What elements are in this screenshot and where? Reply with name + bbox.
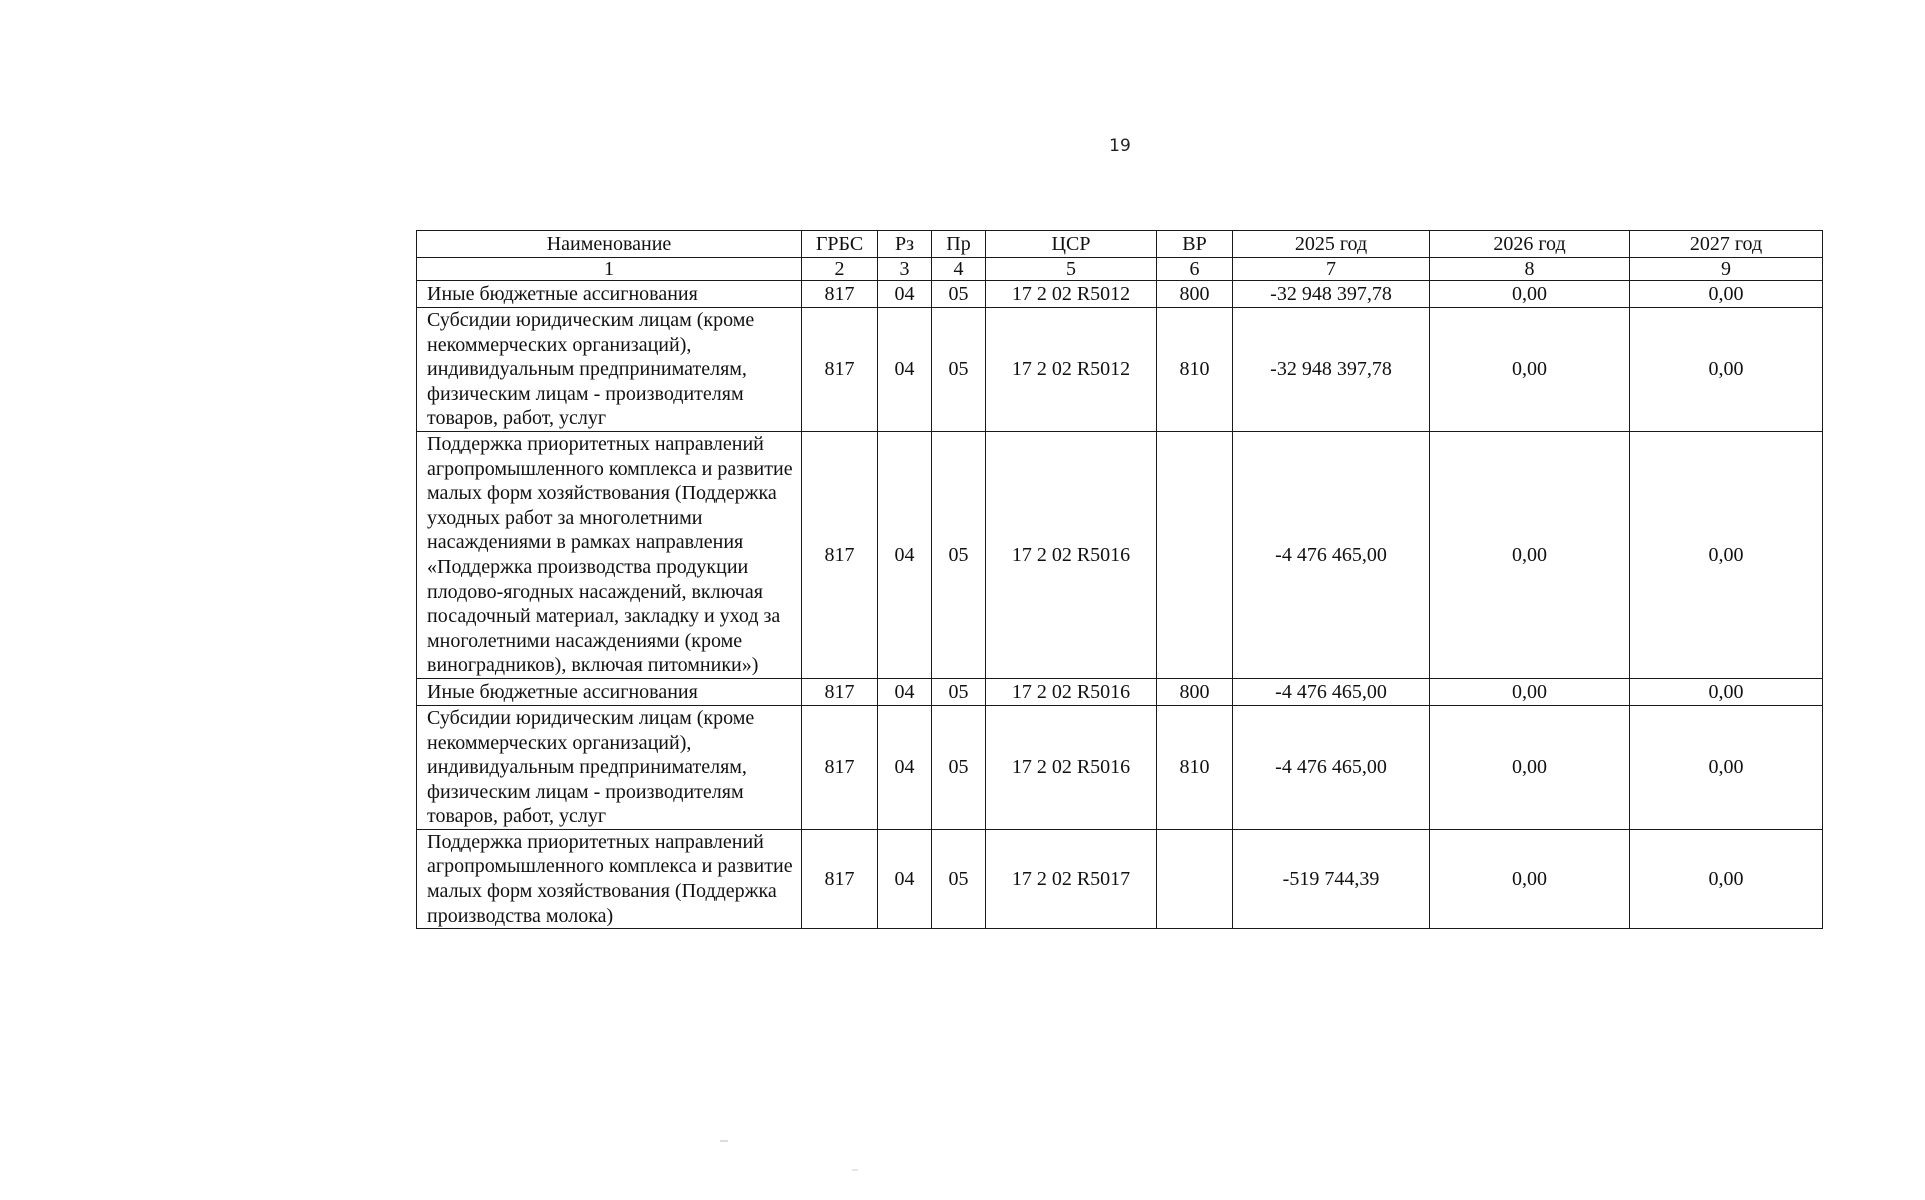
column-number: 2: [802, 258, 878, 281]
column-number: 8: [1430, 258, 1630, 281]
row-csr: 17 2 02 R5012: [986, 308, 1157, 432]
row-name: Субсидии юридическим лицам (кроме некоммерческих организаций), индивидуальным предпринимателям, физическим лицам - производителям товаров, работ, услуг: [417, 308, 802, 432]
column-number: 5: [986, 258, 1157, 281]
header-pr: Пр: [932, 231, 986, 258]
row-vr: 800: [1157, 678, 1233, 705]
header-2025: 2025 год: [1233, 231, 1430, 258]
row-rz: 04: [878, 705, 932, 829]
row-2025: -519 744,39: [1233, 829, 1430, 928]
row-2025: -32 948 397,78: [1233, 308, 1430, 432]
row-2027: 0,00: [1630, 281, 1823, 308]
row-2026: 0,00: [1430, 281, 1630, 308]
row-2025: -4 476 465,00: [1233, 705, 1430, 829]
column-number: 1: [417, 258, 802, 281]
page-number: 19: [1109, 136, 1131, 156]
row-name: Поддержка приоритетных направлений агропромышленного комплекса и развитие малых форм хозяйствования (Поддержка уходных работ за многолетними насаждениями в рамках направления «Поддержка производства продукции плодово-ягодных насаждений, включая посадочный материал, закладку и уход за многолетними насаждениями (кроме виноградников), включая питомники»): [417, 431, 802, 678]
row-grbs: 817: [802, 678, 878, 705]
row-pr: 05: [932, 281, 986, 308]
row-2027: 0,00: [1630, 829, 1823, 928]
row-rz: 04: [878, 431, 932, 678]
row-pr: 05: [932, 308, 986, 432]
header-csr: ЦСР: [986, 231, 1157, 258]
row-pr: 05: [932, 431, 986, 678]
row-grbs: 817: [802, 431, 878, 678]
row-csr: 17 2 02 R5016: [986, 678, 1157, 705]
header-rz: Рз: [878, 231, 932, 258]
row-2026: 0,00: [1430, 431, 1630, 678]
column-number: 3: [878, 258, 932, 281]
row-2027: 0,00: [1630, 308, 1823, 432]
row-rz: 04: [878, 308, 932, 432]
header-grbs: ГРБС: [802, 231, 878, 258]
row-vr: 810: [1157, 705, 1233, 829]
row-rz: 04: [878, 678, 932, 705]
row-vr: 810: [1157, 308, 1233, 432]
row-name: Поддержка приоритетных направлений агропромышленного комплекса и развитие малых форм хозяйствования (Поддержка производства молока): [417, 829, 802, 928]
row-name: Иные бюджетные ассигнования: [417, 281, 802, 308]
row-csr: 17 2 02 R5017: [986, 829, 1157, 928]
row-csr: 17 2 02 R5016: [986, 431, 1157, 678]
row-vr: 800: [1157, 281, 1233, 308]
row-2026: 0,00: [1430, 308, 1630, 432]
row-2025: -4 476 465,00: [1233, 431, 1430, 678]
header-2027: 2027 год: [1630, 231, 1823, 258]
row-2025: -32 948 397,78: [1233, 281, 1430, 308]
row-2026: 0,00: [1430, 829, 1630, 928]
header-name: Наименование: [417, 231, 802, 258]
column-number: 9: [1630, 258, 1823, 281]
row-csr: 17 2 02 R5016: [986, 705, 1157, 829]
row-rz: 04: [878, 829, 932, 928]
row-grbs: 817: [802, 829, 878, 928]
row-pr: 05: [932, 705, 986, 829]
row-csr: 17 2 02 R5012: [986, 281, 1157, 308]
row-2025: -4 476 465,00: [1233, 678, 1430, 705]
row-2026: 0,00: [1430, 705, 1630, 829]
row-2027: 0,00: [1630, 705, 1823, 829]
row-2027: 0,00: [1630, 431, 1823, 678]
row-grbs: 817: [802, 281, 878, 308]
row-pr: 05: [932, 829, 986, 928]
header-vr: ВР: [1157, 231, 1233, 258]
row-grbs: 817: [802, 705, 878, 829]
row-rz: 04: [878, 281, 932, 308]
row-name: Иные бюджетные ассигнования: [417, 678, 802, 705]
column-number: 7: [1233, 258, 1430, 281]
row-2026: 0,00: [1430, 678, 1630, 705]
row-2027: 0,00: [1630, 678, 1823, 705]
header-2026: 2026 год: [1430, 231, 1630, 258]
column-number: 4: [932, 258, 986, 281]
row-grbs: 817: [802, 308, 878, 432]
row-pr: 05: [932, 678, 986, 705]
column-number: 6: [1157, 258, 1233, 281]
row-name: Субсидии юридическим лицам (кроме некоммерческих организаций), индивидуальным предпринимателям, физическим лицам - производителям товаров, работ, услуг: [417, 705, 802, 829]
